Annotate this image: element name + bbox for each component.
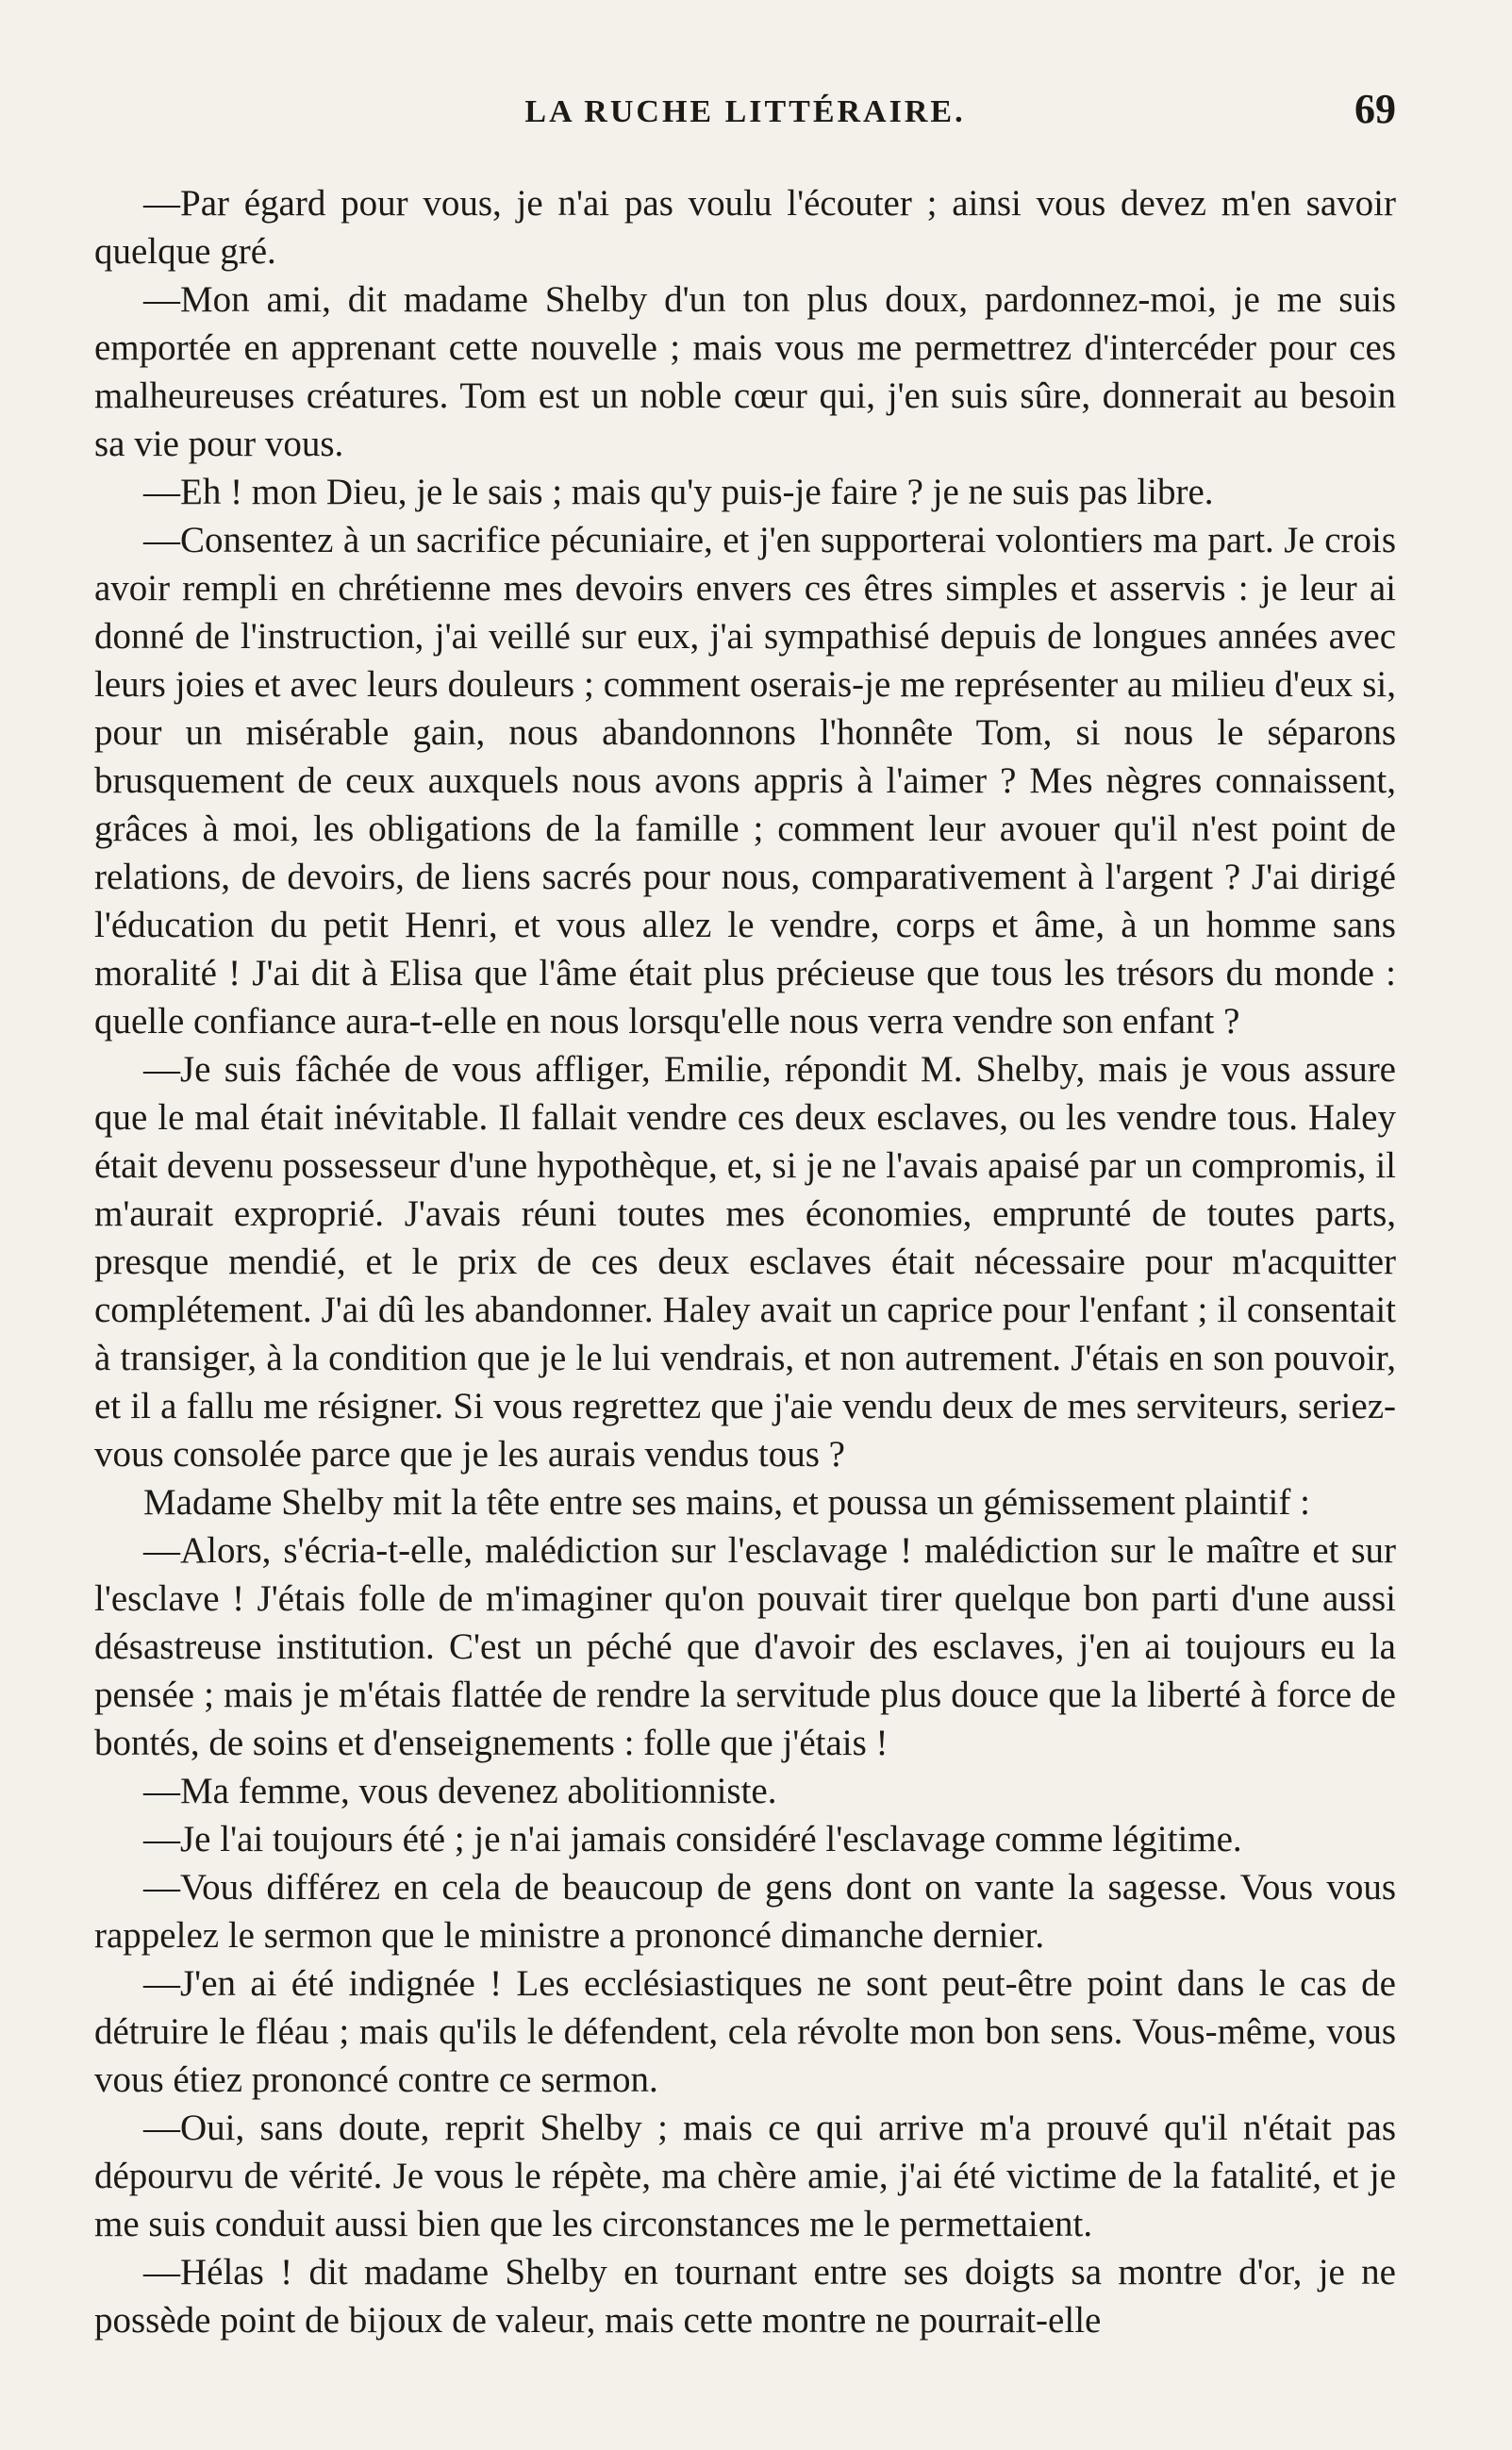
- paragraph: —Je suis fâchée de vous affliger, Emilie, répondit M. Shelby, mais je vous assure que le mal était inévitable. Il fallait vendre ces deux esclaves, ou les vendre tous. Haley était devenu possesseur d'une hypothèque, et, si je ne l'avais apaisé par un compromis, il m'aurait exproprié. J'avais réuni toutes mes économies, emprunté de toutes parts, presque mendié, et le prix de ces deux esclaves était nécessaire pour m'acquitter complétement. J'ai dû les abandonner. Haley avait un caprice pour l'enfant ; il consentait à transiger, à la condition que je le lui vendrais, et non autrement. J'étais en son pouvoir, et il a fallu me résigner. Si vous regrettez que j'aie vendu deux de mes serviteurs, seriez-vous consolée parce que je les aurais vendus tous ?: [94, 1049, 1396, 1475]
- paragraph: —Eh ! mon Dieu, je le sais ; mais qu'y puis-je faire ? je ne suis pas libre.: [143, 472, 1214, 512]
- paragraph: —Consentez à un sacrifice pécuniaire, et j'en supporterai volontiers ma part. Je crois avoir rempli en chrétienne mes devoirs envers ces êtres simples et asservis : je leur ai donné de l'instruction, j'ai veillé sur eux, j'ai sympathisé depuis de longues années avec leurs joies et avec leurs douleurs ; comment oserais-je me représenter au milieu d'eux si, pour un misérable gain, nous abandonnons l'honnête Tom, si nous le séparons brusquement de ceux auxquels nous avons appris à l'aimer ? Mes nègres connaissent, grâces à moi, les obligations de la famille ; comment leur avouer qu'il n'est point de relations, de devoirs, de liens sacrés pour nous, comparativement à l'argent ? J'ai dirigé l'éducation du petit Henri, et vous allez le vendre, corps et âme, à un homme sans moralité ! J'ai dit à Elisa que l'âme était plus précieuse que tous les trésors du monde : quelle confiance aura-t-elle en nous lorsqu'elle nous verra vendre son enfant ?: [94, 520, 1396, 1042]
- paragraph: —Hélas ! dit madame Shelby en tournant entre ses doigts sa montre d'or, je ne possède point de bijoux de valeur, mais cette montre ne pourrait-elle: [94, 2252, 1396, 2341]
- body-text: [94, 179, 1396, 2344]
- paragraph: —J'en ai été indignée ! Les ecclésiastiques ne sont peut-être point dans le cas de détruire le fléau ; mais qu'ils le défendent, cela révolte mon bon sens. Vous-même, vous vous étiez prononcé contre ce sermon.: [94, 1963, 1396, 2100]
- page-number: 69: [1354, 86, 1396, 132]
- paragraph: —Par égard pour vous, je n'ai pas voulu l'écouter ; ainsi vous devez m'en savoir quelque gré.: [94, 183, 1396, 272]
- paragraph: —Vous différez en cela de beaucoup de gens dont on vante la sagesse. Vous vous rappelez le sermon que le ministre a prononcé dimanche dernier.: [94, 1867, 1396, 1956]
- running-title: LA RUCHE LITTÉRAIRE.: [524, 94, 966, 129]
- paragraph: —Alors, s'écria-t-elle, malédiction sur l'esclavage ! malédiction sur le maître et sur l'esclave ! J'étais folle de m'imaginer qu'on pouvait tirer quelque bon parti d'une aussi désastreuse institution. C'est un péché que d'avoir des esclaves, j'en ai toujours eu la pensée ; mais je m'étais flattée de rendre la servitude plus douce que la liberté à force de bontés, de soins et d'enseignements : folle que j'étais !: [94, 1530, 1396, 1763]
- running-head: [94, 85, 1396, 158]
- paragraph: —Ma femme, vous devenez abolitionniste.: [143, 1771, 777, 1811]
- paragraph: —Mon ami, dit madame Shelby d'un ton plus doux, pardonnez-moi, je me suis emportée en apprenant cette nouvelle ; mais vous me permettrez d'intercéder pour ces malheureuses créatures. Tom est un noble cœur qui, j'en suis sûre, donnerait au besoin sa vie pour vous.: [94, 279, 1396, 464]
- book-page: [94, 85, 1396, 2406]
- paragraph: —Oui, sans doute, reprit Shelby ; mais ce qui arrive m'a prouvé qu'il n'était pas dépourvu de vérité. Je vous le répète, ma chère amie, j'ai été victime de la fatalité, et je me suis conduit aussi bien que les circonstances me le permettaient.: [94, 2108, 1396, 2244]
- paragraph: Madame Shelby mit la tête entre ses mains, et poussa un gémissement plaintif :: [143, 1482, 1310, 1523]
- paragraph: —Je l'ai toujours été ; je n'ai jamais considéré l'esclavage comme légitime.: [143, 1819, 1242, 1859]
